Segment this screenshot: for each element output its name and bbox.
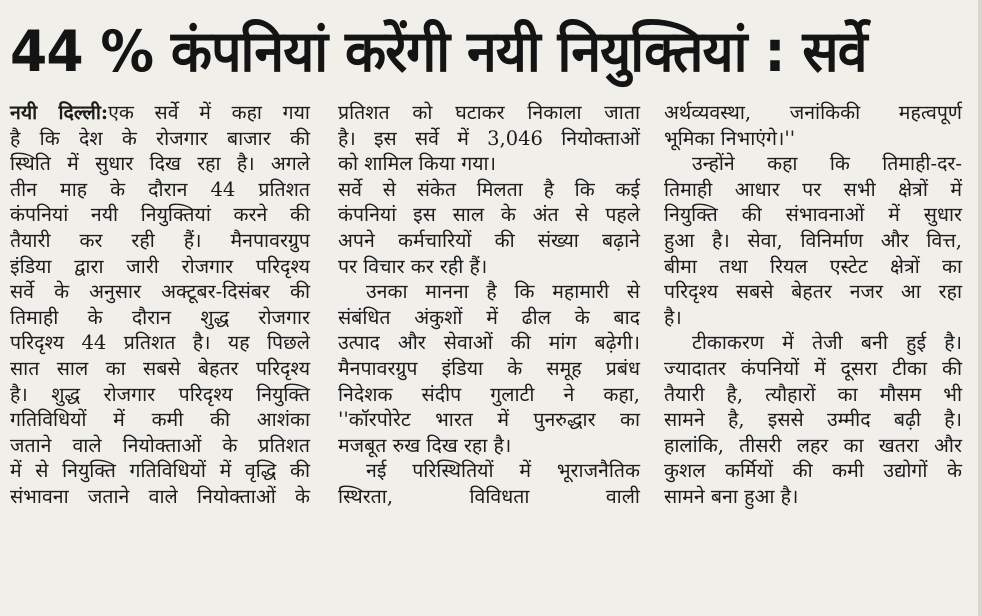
text-line: उनका मानना है कि महामारी से: [366, 280, 640, 304]
text-line: तिमाही आधार पर सभी क्षेत्रों में: [664, 177, 962, 201]
text-line: भूमिका निभाएंगे।'': [664, 126, 796, 150]
text-line: बीमा तथा रियल एस्टेट क्षेत्रों का: [664, 254, 962, 278]
article-column-2: [338, 100, 640, 510]
text-line: ज्यादातर कंपनियों में दूसरा टीका की: [664, 356, 962, 380]
text-line: जताने वाले नियोक्ताओं के प्रतिशत: [10, 433, 310, 457]
text-line: है कि देश के रोजगार बाजार की: [10, 126, 310, 150]
text-line: नियुक्ति की संभावनाओं में सुधार: [664, 203, 962, 227]
text-line: सामने बना हुआ है।: [664, 484, 799, 508]
text-line: पर विचार कर रही हैं।: [338, 254, 488, 278]
text-line: सर्वे से संकेत मिलता है कि कई: [338, 177, 640, 201]
text-line: सर्वे के अनुसार अक्टूबर-दिसंबर की: [10, 280, 310, 304]
text-line: कंपनियां इस साल के अंत से पहले: [338, 203, 640, 227]
text-line: प्रतिशत को घटाकर निकाला जाता: [338, 101, 640, 124]
text-line: कंपनियां नयी नियुक्तियां करने की: [10, 203, 310, 227]
text-line: सामने है, इससे उम्मीद बढ़ी है।: [664, 408, 962, 432]
article-column-3: [664, 100, 962, 510]
text-line: उन्होंने कहा कि तिमाही-दर-: [692, 152, 962, 176]
text-line: तीन माह के दौरान 44 प्रतिशत: [10, 177, 310, 201]
text-line: टीकाकरण में तेजी बनी हुई है।: [692, 331, 962, 355]
text-line: है। इस सर्वे में 3,046 नियोक्ताओं: [338, 126, 640, 150]
text-line: मैनपावरग्रुप इंडिया के समूह प्रबंध: [338, 356, 640, 380]
text-line: परिदृश्य सबसे बेहतर नजर आ रहा: [664, 280, 962, 304]
text-line: है।: [664, 305, 682, 329]
text-line: उत्पाद और सेवाओं की मांग बढ़ेगी।: [338, 331, 640, 355]
text-line: को शामिल किया गया।: [338, 152, 496, 176]
text-line: संबंधित अंकुशों में ढील के बाद: [338, 305, 640, 329]
text-line: तिमाही के दौरान शुद्ध रोजगार: [10, 305, 310, 329]
headline: 44 % कंपनियां करेंगी नयी नियुक्तियां : सर्वे: [10, 19, 867, 85]
text-line: हुआ है। सेवा, विनिर्माण और वित्त,: [664, 228, 962, 252]
text-line: परिदृश्य 44 प्रतिशत है। यह पिछले: [10, 331, 310, 355]
article-column-1: [10, 100, 310, 510]
text-line: गतिविधियों में कमी की आशंका: [10, 408, 310, 432]
text-line: अपने कर्मचारियों की संख्या बढ़ाने: [338, 228, 640, 252]
text-line: ''कॉरपोरेट भारत में पुनरुद्धार का: [338, 408, 640, 432]
text-line: मजबूत रुख दिख रहा है।: [338, 433, 512, 457]
dateline: नयी दिल्ली:: [10, 101, 109, 124]
text-line: अर्थव्यवस्था, जनांकिकी महत्वपूर्ण: [664, 101, 962, 124]
text-line: हालांकि, तीसरी लहर का खतरा और: [664, 433, 962, 457]
text-line: में से नियुक्ति गतिविधियों में वृद्धि की: [10, 459, 310, 483]
text-line: है। शुद्ध रोजगार परिदृश्य नियुक्ति: [10, 382, 310, 406]
text-line: कुशल कर्मियों की कमी उद्योगों के: [664, 459, 962, 483]
text-line: इंडिया द्वारा जारी रोजगार परिदृश्य: [10, 254, 310, 278]
text-line: स्थिति में सुधार दिख रहा है। अगले: [10, 152, 310, 176]
text-line: नयी दिल्ली:एक सर्वे में कहा गया: [10, 101, 310, 124]
text-line: तैयारी है, त्यौहारों का मौसम भी: [664, 382, 962, 406]
text-line: तैयारी कर रही हैं। मैनपावरग्रुप: [10, 228, 310, 252]
text-line: निदेशक संदीप गुलाटी ने कहा,: [338, 382, 640, 406]
text-line: संभावना जताने वाले नियोक्ताओं के: [10, 484, 310, 508]
text-line: सात साल का सबसे बेहतर परिदृश्य: [10, 356, 310, 380]
text-line: नई परिस्थितियों में भूराजनैतिक: [366, 459, 640, 483]
text-line: स्थिरता, विविधता वाली: [338, 484, 640, 508]
